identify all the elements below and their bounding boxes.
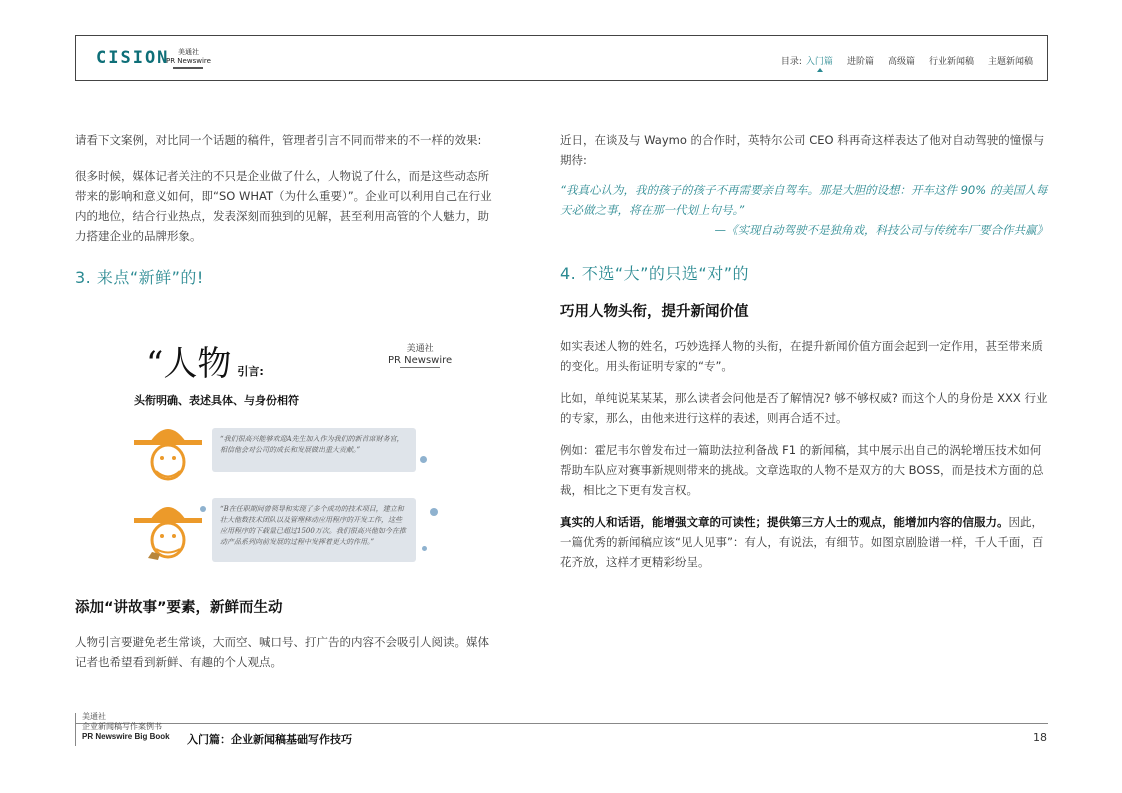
decor-dot: [420, 456, 427, 463]
decor-dot: [430, 508, 438, 516]
right-column: [560, 130, 1048, 588]
paragraph: 比如，单纯说某某某，那么读者会问他是否了解情况? 够不够权威? 而这个人的身份是 XXX 行业的专家，那么，由他来进行这样的表述，则再合适不过。: [560, 391, 1048, 425]
footer-book-cn2: 企业新闻稿写作案例书: [82, 722, 162, 731]
page-header: [75, 35, 1048, 81]
footer-book: [82, 712, 170, 742]
quote-card-1: “我们很高兴能够欢迎A先生加入作为我们的新首席财务官，相信他会对公司的成长和发展做出重大贡献。”: [212, 428, 416, 472]
figure-logo-en: PR Newswire: [388, 355, 453, 366]
figure-title-text: “人物: [146, 344, 232, 384]
paragraph: 如实表述人物的姓名，巧妙选择人物的头衔，在提升新闻价值方面会起到一定作用，甚至带来质的变化。用头衔证明专家的“专”。: [560, 339, 1043, 373]
cision-logo: CISION: [96, 48, 170, 68]
subheading: 添加“讲故事”要素，新鲜而生动: [75, 600, 283, 616]
quote-figure: [130, 336, 475, 584]
paragraph-rest: 因此，一篇优秀的新闻稿应该“见人见事”：有人，有说法，有细节。如图京剧脸谱一样，千人千面，百花齐放，这样才更精彩纷呈。: [560, 515, 1044, 569]
paragraph: 请看下文案例，对比同一个话题的稿件，管理者引言不同而带来的不一样的效果:: [75, 133, 482, 147]
footer-book-cn1: 美通社: [82, 712, 106, 721]
toc-nav: [781, 54, 1033, 67]
nav-label: 目录:: [780, 57, 802, 67]
figure-subtitle: 头衔明确、表述具体、与身份相符: [134, 394, 299, 407]
prnewswire-logo: [166, 48, 211, 69]
section-heading: 4. 不选“大”的只选“对”的: [560, 264, 750, 283]
section-heading: 3. 来点“新鲜”的!: [75, 268, 204, 287]
nav-item-expert[interactable]: 高级篇: [887, 57, 915, 67]
figure-logo-underline: [400, 367, 440, 368]
nav-item-industry[interactable]: 行业新闻稿: [928, 57, 974, 67]
logo-cn: 美通社: [177, 48, 199, 56]
subheading: 巧用人物头衔，提升新闻价值: [560, 304, 749, 320]
paragraph: 人物引言要避免老生常谈，大而空、喊口号、打广告的内容不会吸引人阅读。媒体记者也希望看到新鲜、有趣的个人观点。: [75, 635, 489, 669]
paragraph: 近日，在谈及与 Waymo 的合作时，英特尔公司 CEO 科再奇这样表达了他对自动驾驶的憧憬与期待:: [560, 133, 1045, 167]
avatar-pipe-icon: [130, 494, 206, 566]
figure-title: [146, 336, 264, 385]
paragraph-bold: 真实的人和话语，能增强文章的可读性；提供第三方人士的观点，能增加内容的信服力。: [560, 515, 1009, 529]
footer-section-title: 入门篇：企业新闻稿基础写作技巧: [187, 733, 352, 746]
decor-dot: [200, 506, 206, 512]
nav-item-topic[interactable]: 主题新闻稿: [987, 57, 1033, 67]
paragraph: 很多时候，媒体记者关注的不只是企业做了什么，人物说了什么，而是这些动态所带来的影响和意义如何，即“SO WHAT（为什么重要）”。企业可以利用自己在行业内的地位，结合行业热点，发表深刻而独到的见解，甚至利用高管的个人魅力，助力搭建企业的品牌形象。: [75, 169, 492, 243]
logo-en: PR Newswire: [166, 57, 211, 65]
quote-text: “我真心认为，我的孩子的孩子不再需要亲自驾车。那是大胆的设想：开车这件 90% 的美国人每天必做之事，将在那一代划上句号。”: [560, 183, 1048, 217]
left-bottom: [75, 598, 497, 688]
footer-divider: [75, 713, 76, 746]
page-number: 18: [1033, 731, 1047, 744]
quote-source: —《实现自动驾驶不是独角戏，科技公司与传统车厂要合作共赢》: [714, 223, 1048, 237]
left-column: [75, 130, 497, 288]
quote-card-2: “B在任职期间曾领导和实现了多个成功的技术项目，建立和壮大他数技术团队以及管理移动应用程序的开发工作，这些应用程序的下载量已超过1500万次。我们很高兴他如今在推动产品系列向前发展的过程中发挥着更大的作用。”: [212, 498, 416, 562]
figure-title-suffix: 引言:: [237, 365, 264, 378]
nav-item-intro[interactable]: 入门篇: [806, 54, 833, 67]
paragraph: 例如：霍尼韦尔曾发布过一篇助法拉利备战 F1 的新闻稿，其中展示出自己的涡轮增压技术如何帮助车队应对赛事新规则带来的挑战。文章选取的人物不是双方的大 BOSS，而是技术方面的总裁，相比之下更有发言权。: [560, 443, 1044, 497]
figure-logo: [388, 344, 452, 368]
decor-dot: [422, 546, 427, 551]
avatar-icon: [130, 416, 206, 486]
logo-underline: [173, 67, 203, 69]
figure-logo-cn: 美通社: [406, 344, 434, 354]
nav-item-advanced[interactable]: 进阶篇: [846, 57, 874, 67]
footer-book-en: PR Newswire Big Book: [82, 732, 170, 741]
paragraph: [560, 512, 1048, 572]
footer-line: [75, 723, 1048, 724]
